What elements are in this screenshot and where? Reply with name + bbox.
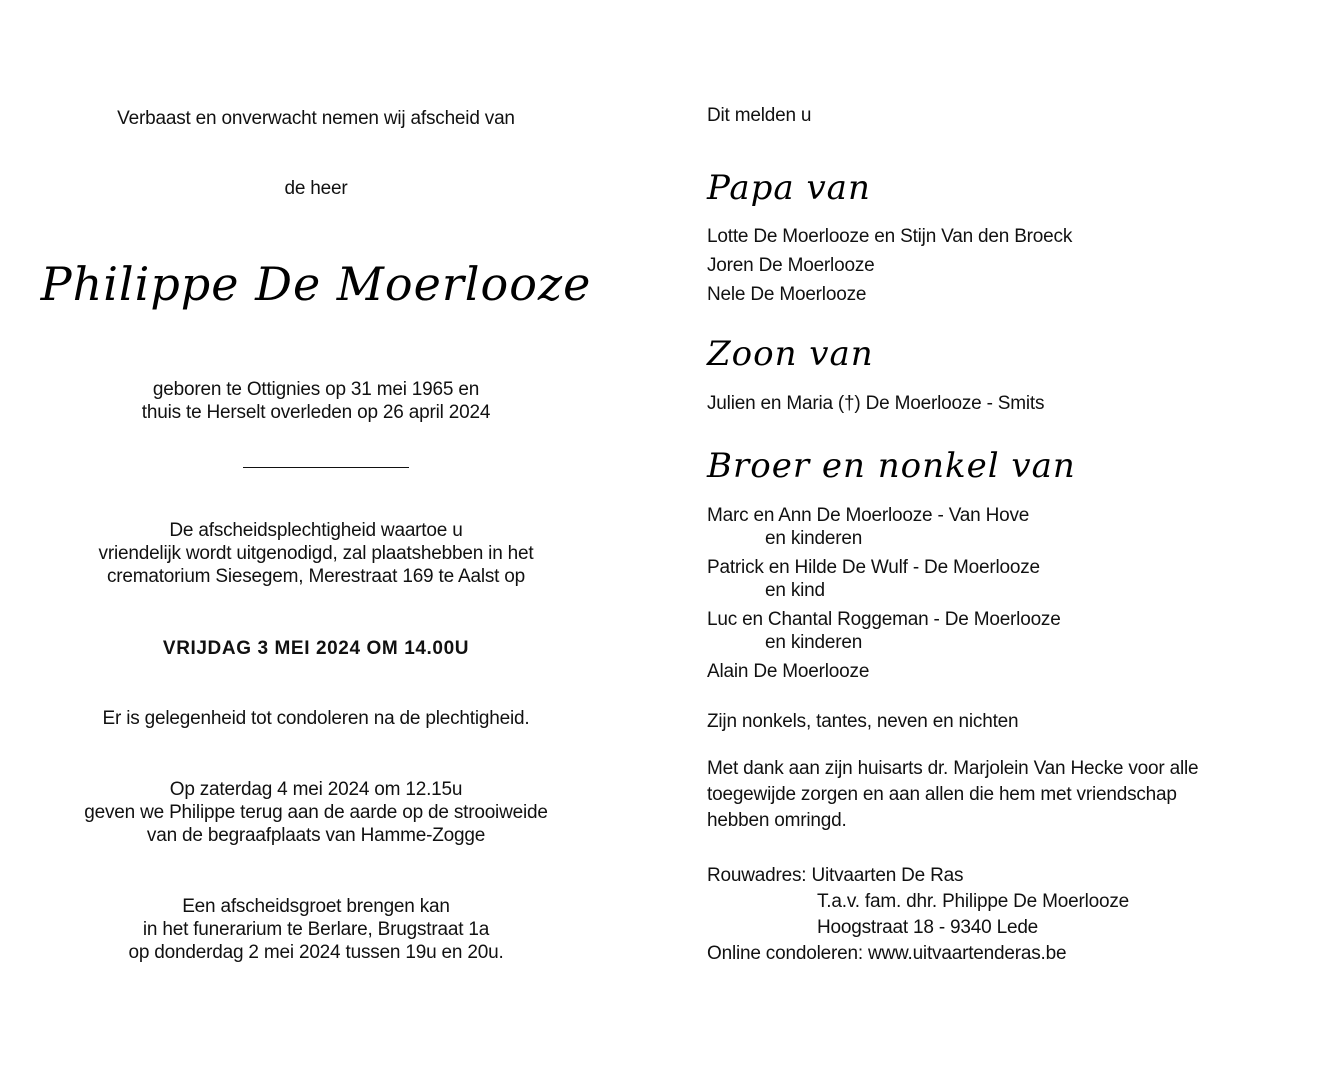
address-attn: T.a.v. fam. dhr. Philippe De Moerlooze [817,891,1130,912]
list-item [707,660,1061,683]
birth-line: geboren te Ottignies op 31 mei 1965 en [152,379,480,400]
address-label: Rouwadres: Uitvaarten De Ras [707,865,964,886]
list-item [707,608,1061,654]
parents-line: Julien en Maria (†) De Moerlooze - Smits [707,393,1045,414]
list-item [707,504,1061,550]
address-street: Hoogstraat 18 - 9340 Lede [817,917,1039,938]
thanks-line: hebben omringd. [707,810,847,831]
death-line: thuis te Herselt overleden op 26 april 2024 [141,402,491,423]
thanks-line: toegewijde zorgen en aan allen die hem met vriendschap [707,784,1177,805]
online-condolence: Online condoleren: www.uitvaartenderas.be [707,943,1067,964]
divider-line [243,467,409,468]
address-block [707,863,1129,967]
sibling-name: Luc en Chantal Roggeman - De Moerlooze [707,609,1061,630]
sibling-name: Marc en Ann De Moerlooze - Van Hove [707,505,1030,526]
thanks-line: Met dank aan zijn huisarts dr. Marjolein Van Hecke voor alle [707,758,1199,779]
thanks-block [707,756,1198,834]
farewell-line: in het funerarium te Berlare, Brugstraat 1a [142,919,490,940]
ceremony-block [40,519,592,588]
burial-block [40,778,592,847]
papa-title: Papa van [707,168,871,208]
sibling-sub: en kinderen [765,528,863,549]
deceased-name: Philippe De Moerlooze [40,257,592,311]
sibling-sub: en kinderen [765,632,863,653]
sibling-name: Patrick en Hilde De Wulf - De Moerlooze [707,557,1040,578]
ceremony-date: VRIJDAG 3 MEI 2024 OM 14.00U [162,638,470,659]
farewell-line: Een afscheidsgroet brengen kan [182,896,450,917]
sibling-list [707,504,1061,683]
condolence-note: Er is gelegenheid tot condoleren na de plechtigheid. [102,708,530,729]
list-item: Joren De Moerlooze [707,255,875,276]
sibling-sub: en kind [765,580,825,601]
list-item [707,556,1061,602]
honorific: de heer [284,178,348,199]
farewell-line: op donderdag 2 mei 2024 tussen 19u en 20u. [128,942,504,963]
burial-line: Op zaterdag 4 mei 2024 om 12.15u [169,779,463,800]
announce-text: Dit melden u [707,105,812,126]
intro-text: Verbaast en onverwacht nemen wij afscheid van [117,108,515,129]
son-title: Zoon van [707,334,874,374]
birth-death-block [40,378,592,424]
sibling-name: Alain De Moerlooze [707,661,870,682]
farewell-block [40,895,592,964]
burial-line: van de begraafplaats van Hamme-Zogge [146,825,486,846]
sibling-title: Broer en nonkel van [707,446,1076,486]
list-item: Nele De Moerlooze [707,284,867,305]
extended-family: Zijn nonkels, tantes, neven en nichten [707,711,1019,732]
ceremony-line: crematorium Siesegem, Merestraat 169 te Aalst op [106,566,526,587]
burial-line: geven we Philippe terug aan de aarde op de strooiweide [84,802,548,823]
children-list [707,222,1072,309]
ceremony-line: De afscheidsplechtigheid waartoe u [169,520,463,541]
ceremony-line: vriendelijk wordt uitgenodigd, zal plaatshebben in het [98,543,534,564]
list-item: Lotte De Moerlooze en Stijn Van den Broeck [707,226,1073,247]
